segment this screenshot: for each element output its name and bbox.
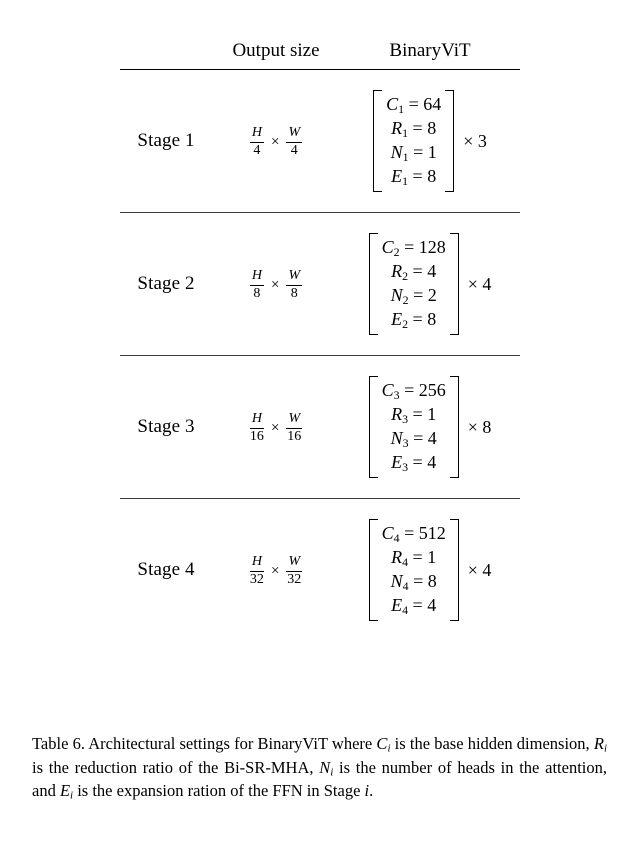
caption-var-e: E <box>59 781 71 800</box>
table-row <box>120 70 520 213</box>
multiply-symbol: × <box>270 420 280 436</box>
cell-output-size <box>212 213 340 356</box>
caption-var-r-sub: i <box>603 742 607 755</box>
multiply-symbol: × <box>270 563 280 579</box>
block-repeat-count: × 3 <box>463 130 487 151</box>
caption-var-c-sub: i <box>387 742 391 755</box>
caption-text-3: is the reduction ratio of the Bi-SR-MHA, <box>32 757 320 777</box>
config-line-heads: $N_2 = 2$ <box>390 285 437 307</box>
config-matrix <box>369 233 459 335</box>
multiply-symbol: × <box>270 134 280 150</box>
output-size-expression <box>250 555 302 587</box>
architecture-table-container <box>120 36 520 641</box>
config-line-reduction: $R_2 = 4$ <box>391 261 437 284</box>
stage-label: Stage 4 <box>137 559 195 580</box>
cell-stage-name <box>120 499 212 642</box>
cell-model-config <box>340 213 520 356</box>
table-row <box>120 213 520 356</box>
block-repeat-count: × 4 <box>467 559 492 580</box>
config-block <box>373 90 487 192</box>
table-header-row <box>120 36 520 70</box>
config-line-channels: $C_3 = 256$ <box>381 380 446 403</box>
block-repeat-count: × 4 <box>467 273 492 294</box>
cell-model-config <box>340 356 520 499</box>
caption-text-4: is the number of heads in the attention, and <box>32 757 607 800</box>
stage-label: Stage 3 <box>137 416 195 437</box>
cell-output-size <box>212 499 340 642</box>
multiply-symbol: × <box>270 277 280 293</box>
fraction-width: $\frac{W}{16}$ <box>287 411 302 444</box>
caption-text-6: . <box>369 781 374 800</box>
config-line-channels: $C_4 = 512$ <box>381 523 446 546</box>
cell-output-size <box>212 356 340 499</box>
fraction-height: $\frac{H}{16}$ <box>249 411 264 444</box>
config-block <box>369 233 492 335</box>
caption-var-e-sub: i <box>70 789 74 802</box>
table-row <box>120 499 520 642</box>
output-size-expression <box>250 412 302 444</box>
cell-stage-name <box>120 356 212 499</box>
caption-var-c: C <box>376 734 388 753</box>
cell-output-size <box>212 70 340 213</box>
caption-text-1: Architectural settings for BinaryViT where <box>84 734 377 753</box>
column-header-stage <box>120 36 212 70</box>
config-line-expansion: $E_1 = 8$ <box>391 165 437 188</box>
config-line-heads: $N_1 = 1$ <box>390 142 437 164</box>
column-header-output-size: Output size <box>212 36 340 70</box>
cell-stage-name <box>120 213 212 356</box>
fraction-height: $\frac{H}{4}$ <box>251 125 262 158</box>
table-body <box>120 70 520 642</box>
fraction-width: $\frac{W}{32}$ <box>287 554 302 587</box>
fraction-height: $\frac{H}{8}$ <box>251 268 262 301</box>
config-matrix <box>369 519 459 621</box>
fraction-height: $\frac{H}{32}$ <box>249 554 264 587</box>
stage-label: Stage 2 <box>137 273 195 294</box>
fraction-width: $\frac{W}{8}$ <box>288 268 301 301</box>
config-line-reduction: $R_3 = 1$ <box>391 404 437 427</box>
caption-text-5: is the expansion ration of the FFN in Stage <box>73 781 365 800</box>
config-line-heads: $N_3 = 4$ <box>390 428 437 450</box>
caption-text-2: is the base hidden dimension, <box>390 734 594 753</box>
block-repeat-count: × 8 <box>467 416 492 437</box>
config-line-reduction: $R_4 = 1$ <box>391 547 437 570</box>
output-size-expression <box>250 269 302 301</box>
caption-var-n-sub: i <box>330 766 334 779</box>
caption-var-i: i <box>364 781 370 800</box>
config-matrix <box>373 90 454 192</box>
cell-stage-name <box>120 70 212 213</box>
column-header-model: BinaryViT <box>340 36 520 70</box>
config-line-channels: $C_2 = 128$ <box>381 237 446 260</box>
config-line-channels: $C_1 = 64$ <box>386 94 442 117</box>
caption-var-r: R <box>593 734 604 753</box>
config-line-heads: $N_4 = 8$ <box>390 571 437 593</box>
stage-label: Stage 1 <box>137 130 195 151</box>
fraction-width: $\frac{W}{4}$ <box>288 125 301 158</box>
config-line-expansion: $E_3 = 4$ <box>391 451 437 474</box>
config-block <box>369 519 492 621</box>
cell-model-config <box>340 499 520 642</box>
table-row <box>120 356 520 499</box>
architecture-table <box>120 36 520 641</box>
caption-var-n: N <box>319 757 331 777</box>
table-header <box>120 36 520 70</box>
caption-label: Table 6. <box>32 734 85 753</box>
config-line-expansion: $E_2 = 8$ <box>391 308 437 331</box>
config-matrix <box>369 376 459 478</box>
config-line-expansion: $E_4 = 4$ <box>391 594 437 617</box>
config-line-reduction: $R_1 = 8$ <box>391 118 437 141</box>
config-block <box>369 376 492 478</box>
cell-model-config <box>340 70 520 213</box>
table-caption <box>32 732 607 803</box>
output-size-expression <box>250 126 302 158</box>
